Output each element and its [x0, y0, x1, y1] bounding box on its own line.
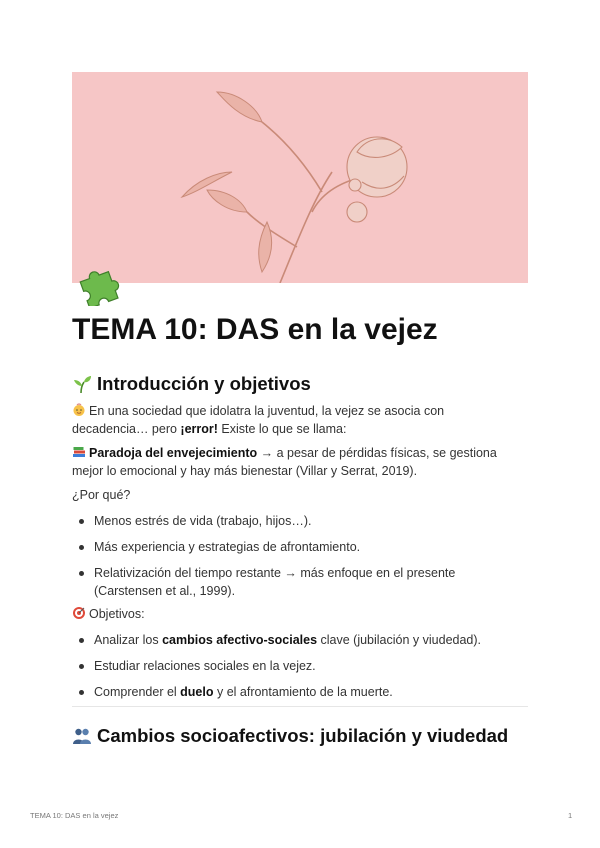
obj3-text-b: y el afrontamiento de la muerte.: [213, 685, 393, 699]
flower-illustration: [72, 72, 528, 283]
section-heading-intro: [72, 371, 311, 397]
books-icon: [72, 445, 86, 459]
list-item: Estudiar relaciones sociales en la vejez.: [72, 657, 512, 675]
list-item: [72, 683, 512, 701]
obj1-text-a: Analizar los: [94, 633, 163, 647]
footer-doc-title: TEMA 10: DAS en la vejez: [30, 811, 119, 820]
obj3-text-a: Comprender el: [94, 685, 181, 699]
list-item: [72, 631, 512, 649]
intro-paragraph: [72, 402, 512, 438]
paradox-text: → a pesar de pérdidas físicas, se gestiona mejor lo emocional y hay más bienestar (Villar y Serrat, 2019).: [72, 446, 497, 478]
cover-image: [72, 72, 528, 283]
objectives-list: [72, 631, 512, 701]
objectives-text: Objetivos:: [89, 607, 145, 621]
target-icon: [72, 606, 86, 620]
puzzle-piece-icon: [74, 262, 122, 306]
baby-icon: [72, 403, 86, 417]
intro-text-a: En una sociedad que idolatra la juventud, la vejez se asocia con decadencia… pero: [72, 404, 445, 436]
list-item: Menos estrés de vida (trabajo, hijos…).: [72, 512, 512, 530]
page-title: TEMA 10: DAS en la vejez: [72, 313, 438, 346]
list-item: Más experiencia y estrategias de afrontamiento.: [72, 538, 512, 556]
section-heading-changes: [72, 723, 508, 749]
obj1-bold: cambios afectivo-sociales: [162, 633, 318, 647]
intro-text-b: Existe lo que se llama:: [217, 422, 347, 436]
section-heading-text: Introducción y objetivos: [97, 373, 311, 394]
section-heading-text: Cambios socioafectivos: jubilación y viudedad: [97, 725, 509, 746]
intro-text-bold: ¡error!: [180, 422, 218, 436]
objectives-label: [72, 605, 512, 623]
divider: [72, 706, 528, 707]
obj3-bold: duelo: [180, 685, 214, 699]
paradox-term: Paradoja del envejecimiento: [89, 446, 258, 460]
why-list: [72, 512, 512, 600]
list-item: Relativización del tiempo restante → más enfoque en el presente (Carstensen et al., 1999).: [72, 564, 512, 600]
obj1-text-b: clave (jubilación y viudedad).: [317, 633, 482, 647]
people-icon: [72, 726, 92, 746]
footer-page-number: 1: [568, 811, 573, 820]
paradox-paragraph: [72, 444, 512, 480]
seedling-icon: [72, 374, 92, 394]
why-label: ¿Por qué?: [72, 488, 131, 502]
